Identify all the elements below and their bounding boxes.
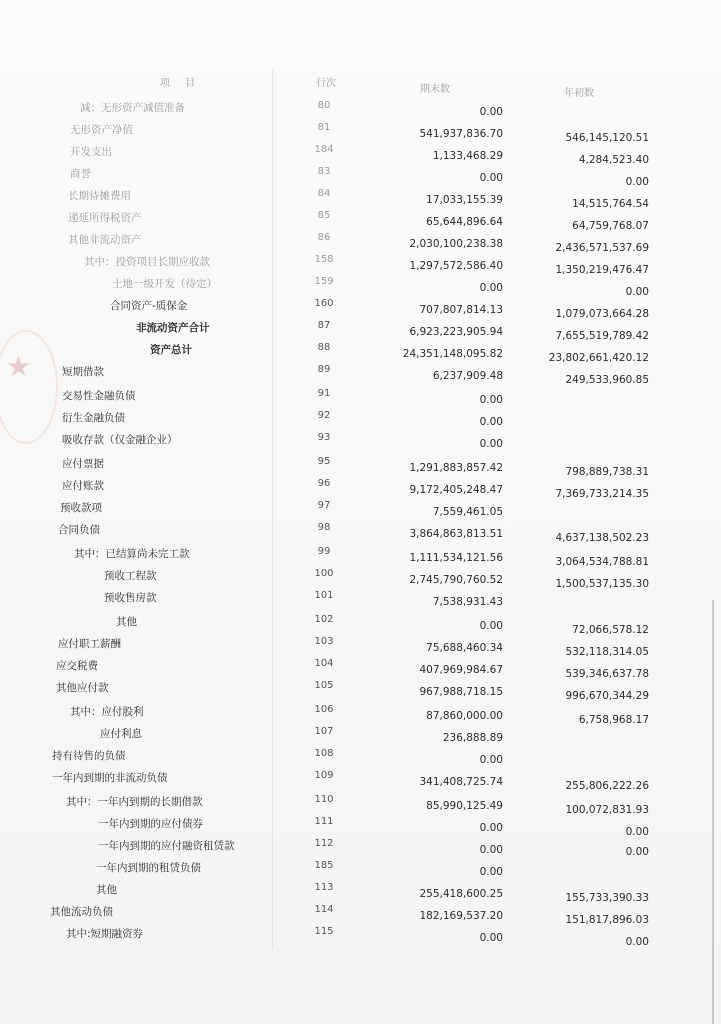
- row-label: 其中：已结算尚未完工款: [74, 548, 190, 560]
- row-end-value: 1,133,468.29: [432, 150, 503, 162]
- row-line-no: 158: [314, 254, 334, 265]
- table-row: [0, 860, 721, 880]
- row-end-value: 0.00: [479, 620, 503, 632]
- row-begin-value: 1,350,219,476.47: [555, 264, 649, 276]
- row-begin-value: 539,346,637.78: [565, 668, 649, 680]
- row-end-value: 75,688,460.34: [426, 642, 503, 654]
- table-row: [0, 794, 721, 814]
- row-label: 应付账款: [62, 480, 104, 492]
- header-item: 项 目: [160, 78, 202, 89]
- row-end-value: 2,030,100,238.38: [409, 238, 503, 250]
- table-row: [0, 166, 721, 186]
- row-begin-value: 100,072,831.93: [565, 804, 649, 816]
- row-begin-value: 546,145,120.51: [565, 132, 649, 144]
- row-begin-value: 255,806,222.26: [565, 780, 649, 792]
- row-label: 其他应付款: [56, 682, 109, 694]
- row-line-no: 96: [317, 478, 331, 489]
- table-row: [0, 364, 721, 384]
- row-label: 商誉: [70, 168, 91, 180]
- row-line-no: 88: [317, 342, 331, 353]
- row-begin-value: 0.00: [625, 176, 649, 188]
- row-begin-value: 14,515,764.54: [572, 198, 649, 210]
- row-end-value: 541,937,836.70: [419, 128, 503, 140]
- row-line-no: 83: [317, 166, 331, 177]
- row-label: 递延所得税资产: [68, 212, 142, 224]
- row-label: 一年内到期的应付债券: [98, 818, 203, 830]
- table-row: [0, 432, 721, 452]
- row-line-no: 185: [314, 860, 334, 871]
- table-row: [0, 680, 721, 700]
- row-line-no: 98: [317, 522, 331, 533]
- row-line-no: 107: [314, 726, 334, 737]
- row-end-value: 1,297,572,586.40: [409, 260, 503, 272]
- table-header: [0, 74, 721, 99]
- row-line-no: 89: [317, 364, 331, 375]
- row-begin-value: 0.00: [625, 846, 649, 858]
- row-line-no: 106: [314, 704, 334, 715]
- row-begin-value: 23,802,661,420.12: [548, 352, 649, 364]
- table-row: [0, 276, 721, 296]
- row-begin-value: 3,064,534,788.81: [555, 556, 649, 568]
- row-line-no: 87: [317, 320, 331, 331]
- row-label: 持有待售的负债: [52, 750, 126, 762]
- row-label: 预收工程款: [104, 570, 157, 582]
- row-line-no: 84: [317, 188, 331, 199]
- row-line-no: 93: [317, 432, 331, 443]
- row-label: 一年内到期的应付融资租赁款: [98, 840, 235, 852]
- row-begin-value: 0.00: [625, 826, 649, 838]
- row-end-value: 0.00: [479, 416, 503, 428]
- row-line-no: 80: [317, 100, 331, 111]
- table-row: [0, 636, 721, 656]
- row-begin-value: 2,436,571,537.69: [555, 242, 649, 254]
- row-line-no: 184: [314, 144, 334, 155]
- row-label: 一年内到期的租赁负债: [96, 862, 201, 874]
- row-end-value: 0.00: [479, 822, 503, 834]
- row-line-no: 103: [314, 636, 334, 647]
- row-end-value: 0.00: [479, 438, 503, 450]
- row-begin-value: 7,655,519,789.42: [555, 330, 649, 342]
- row-end-value: 24,351,148,095.82: [402, 348, 503, 360]
- table-row: [0, 100, 721, 120]
- row-end-value: 9,172,405,248.47: [409, 484, 503, 496]
- row-line-no: 86: [317, 232, 331, 243]
- row-begin-value: 798,889,738.31: [565, 466, 649, 478]
- row-line-no: 159: [314, 276, 334, 287]
- row-label: 资产总计: [150, 344, 192, 356]
- row-line-no: 115: [314, 926, 334, 937]
- row-end-value: 0.00: [479, 172, 503, 184]
- row-end-value: 7,538,931.43: [432, 596, 503, 608]
- header-end-balance: 期末数: [420, 84, 450, 95]
- table-row: [0, 478, 721, 498]
- row-label: 其中：投资项目长期应收款: [84, 256, 210, 268]
- row-end-value: 6,237,909.48: [432, 370, 503, 382]
- row-label: 其中：一年内到期的长期借款: [66, 796, 203, 808]
- seal-star-icon: ★: [6, 350, 32, 383]
- row-begin-value: 64,759,768.07: [572, 220, 649, 232]
- table-row: [0, 704, 721, 724]
- row-end-value: 0.00: [479, 932, 503, 944]
- row-end-value: 1,291,883,857.42: [409, 462, 503, 474]
- table-row: [0, 456, 721, 476]
- table-row: [0, 188, 721, 208]
- row-begin-value: 996,670,344.29: [565, 690, 649, 702]
- row-end-value: 85,990,125.49: [426, 800, 503, 812]
- row-label: 非流动资产合计: [136, 322, 210, 334]
- table-row: [0, 546, 721, 566]
- table-row: [0, 388, 721, 408]
- row-line-no: 110: [314, 794, 334, 805]
- row-line-no: 102: [314, 614, 334, 625]
- table-row: [0, 838, 721, 858]
- row-label: 吸收存款（仅金融企业）: [62, 434, 178, 446]
- row-end-value: 182,169,537.20: [419, 910, 503, 922]
- row-begin-value: 6,758,968.17: [578, 714, 649, 726]
- row-label: 长期待摊费用: [68, 190, 131, 202]
- row-line-no: 113: [314, 882, 334, 893]
- row-line-no: 97: [317, 500, 331, 511]
- row-label: 应交税费: [56, 660, 98, 672]
- row-end-value: 1,111,534,121.56: [409, 552, 503, 564]
- row-end-value: 6,923,223,905.94: [409, 326, 503, 338]
- table-row: [0, 522, 721, 542]
- row-end-value: 17,033,155.39: [426, 194, 503, 206]
- row-label: 土地一级开发（待定）: [112, 278, 217, 290]
- header-line-no: 行次: [316, 78, 336, 89]
- row-label: 交易性金融负债: [62, 390, 136, 402]
- row-end-value: 0.00: [479, 844, 503, 856]
- row-begin-value: 1,079,073,664.28: [555, 308, 649, 320]
- row-line-no: 114: [314, 904, 334, 915]
- row-label: 一年内到期的非流动负债: [52, 772, 168, 784]
- row-label: 短期借款: [62, 366, 104, 378]
- row-line-no: 91: [317, 388, 331, 399]
- table-row: [0, 320, 721, 340]
- header-begin-balance: 年初数: [564, 88, 594, 99]
- row-line-no: 101: [314, 590, 334, 601]
- table-row: [0, 410, 721, 430]
- table-row: [0, 232, 721, 252]
- row-label: 合同负债: [58, 524, 100, 536]
- row-label: 其他流动负债: [50, 906, 113, 918]
- row-begin-value: 7,369,733,214.35: [555, 488, 649, 500]
- row-end-value: 0.00: [479, 754, 503, 766]
- row-end-value: 65,644,896.64: [426, 216, 503, 228]
- row-begin-value: 4,284,523.40: [578, 154, 649, 166]
- row-line-no: 100: [314, 568, 334, 579]
- row-line-no: 81: [317, 122, 331, 133]
- row-label: 开发支出: [70, 146, 112, 158]
- table-row: [0, 658, 721, 678]
- row-line-no: 92: [317, 410, 331, 421]
- row-begin-value: 0.00: [625, 286, 649, 298]
- table-row: [0, 254, 721, 274]
- row-label: 其他: [116, 616, 137, 628]
- row-label: 预收售房款: [104, 592, 157, 604]
- row-line-no: 105: [314, 680, 334, 691]
- row-end-value: 7,559,461.05: [432, 506, 503, 518]
- row-end-value: 236,888.89: [442, 732, 503, 744]
- row-line-no: 108: [314, 748, 334, 759]
- row-line-no: 111: [314, 816, 334, 827]
- row-line-no: 104: [314, 658, 334, 669]
- row-line-no: 99: [317, 546, 331, 557]
- row-begin-value: 249,533,960.85: [565, 374, 649, 386]
- row-line-no: 109: [314, 770, 334, 781]
- table-row: [0, 298, 721, 318]
- row-end-value: 87,860,000.00: [426, 710, 503, 722]
- table-row: [0, 342, 721, 362]
- row-label: 应付职工薪酬: [58, 638, 121, 650]
- table-row: [0, 770, 721, 790]
- row-end-value: 967,988,718.15: [419, 686, 503, 698]
- table-row: [0, 882, 721, 902]
- row-begin-value: 532,118,314.05: [565, 646, 649, 658]
- row-end-value: 341,408,725.74: [419, 776, 503, 788]
- row-label: 预收款项: [60, 502, 102, 514]
- row-label: 应付票据: [62, 458, 104, 470]
- row-line-no: 95: [317, 456, 331, 467]
- row-label: 合同资产-质保金: [110, 300, 188, 312]
- row-line-no: 85: [317, 210, 331, 221]
- table-row: [0, 614, 721, 634]
- row-begin-value: 1,500,537,135.30: [555, 578, 649, 590]
- row-end-value: 255,418,600.25: [419, 888, 503, 900]
- row-end-value: 0.00: [479, 106, 503, 118]
- table-row: [0, 926, 721, 946]
- row-label: 应付利息: [100, 728, 142, 740]
- table-row: [0, 122, 721, 142]
- row-label: 其中：应付股利: [70, 706, 144, 718]
- table-row: [0, 748, 721, 768]
- table-row: [0, 210, 721, 230]
- row-label: 其他非流动资产: [68, 234, 142, 246]
- row-end-value: 0.00: [479, 282, 503, 294]
- row-end-value: 3,864,863,813.51: [409, 528, 503, 540]
- row-end-value: 0.00: [479, 394, 503, 406]
- row-label: 无形资产净值: [70, 124, 133, 136]
- row-begin-value: 151,817,896.03: [565, 914, 649, 926]
- row-begin-value: 72,066,578.12: [572, 624, 649, 636]
- row-line-no: 160: [314, 298, 334, 309]
- table-row: [0, 904, 721, 924]
- row-begin-value: 155,733,390.33: [565, 892, 649, 904]
- row-label: 其中:短期融资券: [66, 928, 144, 940]
- row-line-no: 112: [314, 838, 334, 849]
- row-end-value: 2,745,790,760.52: [409, 574, 503, 586]
- row-begin-value: 4,637,138,502.23: [555, 532, 649, 544]
- table-row: [0, 568, 721, 588]
- table-row: [0, 500, 721, 520]
- row-label: 减：无形资产减值准备: [80, 102, 185, 114]
- table-row: [0, 726, 721, 746]
- table-row: [0, 144, 721, 164]
- table-row: [0, 590, 721, 610]
- row-end-value: 0.00: [479, 866, 503, 878]
- row-begin-value: 0.00: [625, 936, 649, 948]
- row-label: 其他: [96, 884, 117, 896]
- row-end-value: 707,807,814.13: [419, 304, 503, 316]
- table-row: [0, 816, 721, 836]
- row-label: 衍生金融负债: [62, 412, 125, 424]
- row-end-value: 407,969,984.67: [419, 664, 503, 676]
